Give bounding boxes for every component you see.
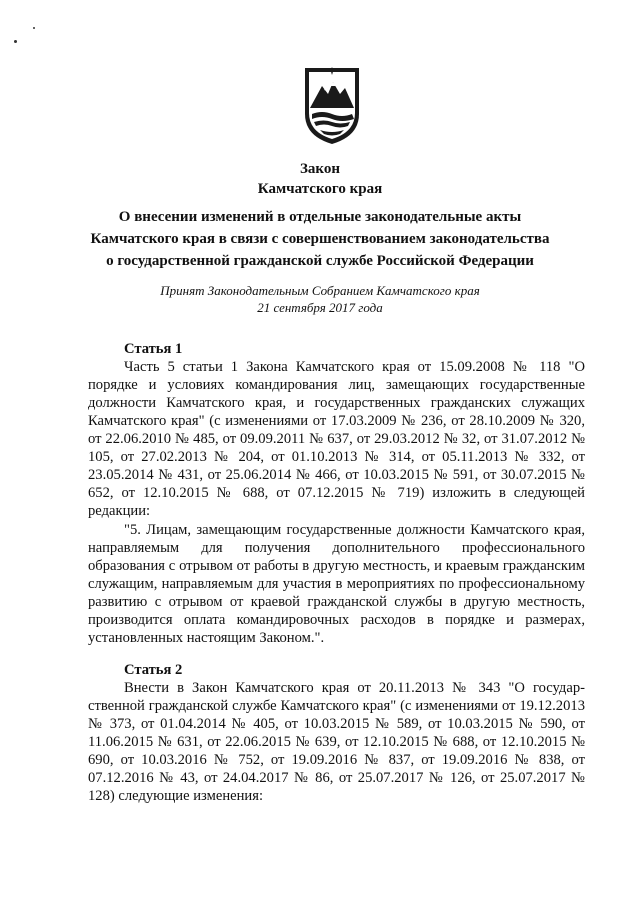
article-1: [88, 340, 585, 647]
law-title-line: О внесении изменений в отдельные законодательные акты: [118, 209, 522, 225]
adopted-by: Принят Законодательным Собранием Камчатского края: [160, 283, 480, 298]
region-name: Камчатского края: [257, 181, 383, 197]
article-heading: Статья 2: [124, 662, 183, 678]
scan-speck: [14, 40, 17, 43]
law-title-line: Камчатского края в связи с совершенствованием законодательства: [90, 231, 550, 247]
adopted-date: 21 сентября 2017 года: [257, 300, 383, 315]
article-heading: Статья 1: [124, 341, 183, 357]
article-2: [88, 661, 585, 805]
document-heading: [0, 159, 640, 199]
article-paragraph: Внести в Закон Камчатского края от 20.11.2013 № 343 "О государственной гражданской службе Камчатского края" (с изменениями от 19.12.2013 № 373, от 01.04.2014 № 405, от 10.03.2015 № 589, от 10.03.2015 № 590, от 11.06.2015 № 631, от 22.06.2015 № 639, от 12.10.2015 № 688, от 12.10.2015 № 690, от 10.03.2016 № 752, от 19.09.2016 № 837, от 19.09.2016 № 838, от 07.12.2016 № 43, от 24.04.2017 № 86, от 25.07.2017 № 126, от 25.07.2017 № 128) следующие изменения:: [88, 680, 585, 804]
law-title-line: о государственной гражданской службе Российской Федерации: [106, 253, 534, 269]
adoption-note: [0, 282, 640, 316]
scan-speck: [33, 27, 35, 29]
kamchatka-coat-of-arms-icon: [302, 64, 362, 146]
article-quote-paragraph: "5. Лицам, замещающим государственные должности Камчатского края, направляемым для получения дополнительного профессионального образования с отрывом от работы в другую местность, и краевым гражданским служащим, направляемым для участия в мероприятиях по профессиональному развитию с отрывом от краевой гражданской службы в другую местность, производится оплата командировочных расходов в порядке и размерах, установленных настоящим Законом.".: [88, 522, 585, 646]
article-paragraph: Часть 5 статьи 1 Закона Камчатского края от 15.09.2008 № 118 "О порядке и условиях командирования лиц, замещающих государственные должности Камчатского края, и государственных гражданских служащих Камчатского края" (с изменениями от 17.03.2009 № 236, от 28.10.2009 № 320, от 22.06.2010 № 485, от 09.09.2011 № 637, от 29.03.2012 № 32, от 31.07.2012 № 105, от 27.02.2013 № 204, от 01.10.2013 № 314, от 05.11.2013 № 332, от 23.05.2014 № 431, от 25.06.2014 № 466, от 10.03.2015 № 591, от 30.07.2015 № 652, от 12.10.2015 № 688, от 07.12.2015 № 719) изложить в следующей редакции:: [88, 359, 585, 519]
law-title: [0, 206, 640, 272]
law-label: Закон: [299, 161, 340, 177]
